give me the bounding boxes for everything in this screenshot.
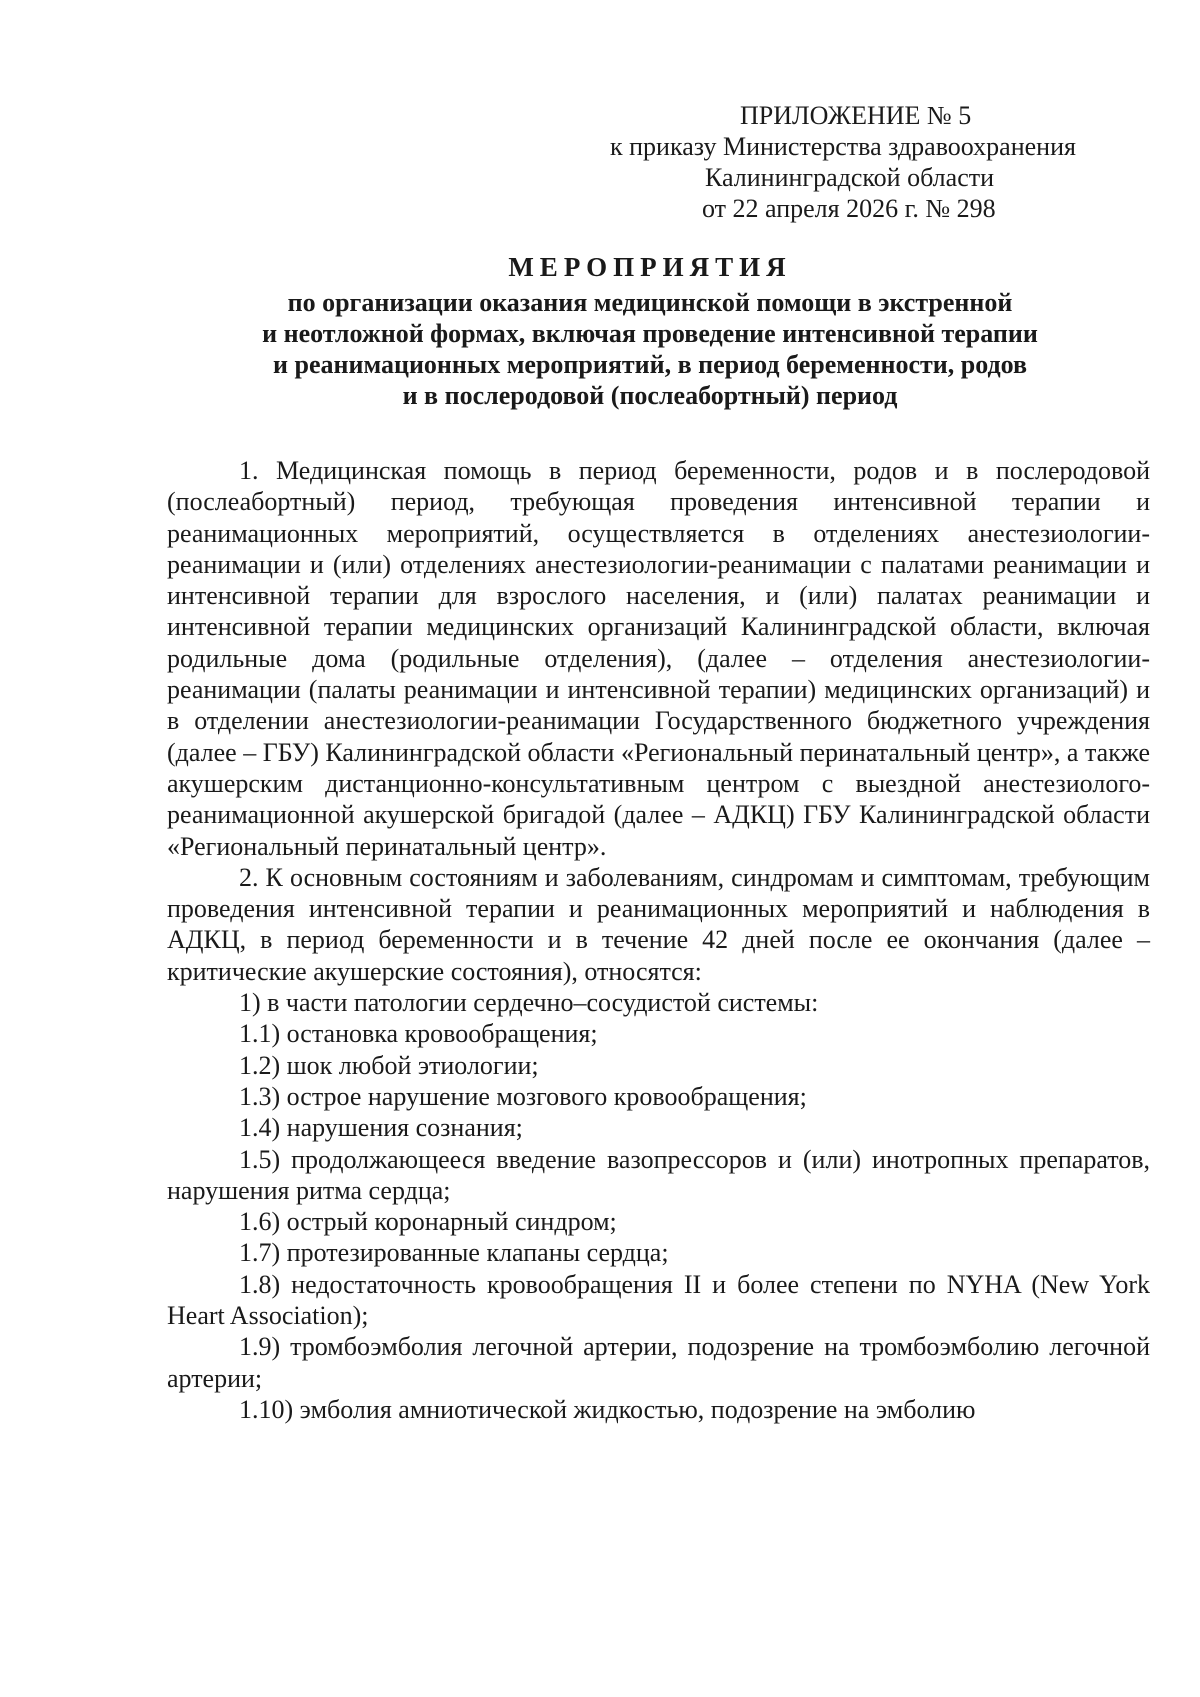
list-item: 1.1) остановка кровообращения; bbox=[239, 1019, 598, 1049]
paragraph-2: 2. К основным состояниям и заболеваниям, синдромам и симптомам, требующим проведения интенсивной терапии и реанимационных мероприятий и наблюдения в АДКЦ, в период беременности и в течение 42 дней после ее окончания (далее – критические акушерские состояния), относятся: bbox=[167, 862, 1150, 986]
list-item: 1.4) нарушения сознания; bbox=[239, 1113, 523, 1143]
document-title: МЕРОПРИЯТИЯ bbox=[508, 252, 792, 282]
list-item: 1.6) острый коронарный синдром; bbox=[239, 1207, 617, 1237]
list-item: 1.10) эмболия амниотической жидкостью, подозрение на эмболию bbox=[239, 1394, 976, 1424]
appendix-region: Калининградской области bbox=[705, 163, 995, 192]
document-subtitle-line: и неотложной формах, включая проведение интенсивной терапии bbox=[262, 319, 1038, 348]
document-title-block bbox=[160, 252, 1140, 411]
document-subtitle-line: и в послеродовой (послеабортный) период bbox=[402, 381, 898, 410]
list-item: 1.5) продолжающееся введение вазопрессоров и (или) инотропных препаратов, нарушения ритма сердца; bbox=[167, 1144, 1150, 1205]
list-item: 1) в части патологии сердечно–сосудистой системы: bbox=[239, 988, 819, 1018]
document-subtitle-line: по организации оказания медицинской помощи в экстренной bbox=[287, 288, 1013, 317]
paragraph-1: 1. Медицинская помощь в период беременности, родов и в послеродовой (послеабортный) период, требующая проведения интенсивной терапии и реанимационных мероприятий, осуществляется в отделениях анестезиологии-реанимации и (или) отделениях анестезиологии-реанимации с палатами реанимации и интенсивной терапии для взрослого населения, и (или) палатах реанимации и интенсивной терапии медицинских организаций Калининградской области, включая родильные дома (родильные отделения), (далее – отделения анестезиологии-реанимации (палаты реанимации и интенсивной терапии) медицинских организаций) и в отделении анестезиологии-реанимации Государственного бюджетного учреждения (далее – ГБУ) Калининградской области «Региональный перинатальный центр», а также акушерским дистанционно-консультативным центром с выездной анестезиолого-реанимационной акушерской бригадой (далее – АДКЦ) ГБУ Калининградской области «Региональный перинатальный центр». bbox=[167, 456, 1150, 861]
appendix-date-number: от 22 апреля 2026 г. № 298 bbox=[702, 194, 996, 223]
list-item: 1.8) недостаточность кровообращения II и более степени по NYHA (New York Heart Association); bbox=[167, 1269, 1150, 1331]
appendix-title: ПРИЛОЖЕНИЕ № 5 bbox=[740, 101, 972, 130]
list-item: 1.3) острое нарушение мозгового кровообращения; bbox=[239, 1081, 807, 1111]
appendix-order-reference: к приказу Министерства здравоохранения bbox=[610, 132, 1076, 161]
document-subtitle-line: и реанимационных мероприятий, в период беременности, родов bbox=[273, 350, 1027, 379]
list-item: 1.7) протезированные клапаны сердца; bbox=[239, 1238, 669, 1268]
list-item: 1.9) тромбоэмболия легочной артерии, подозрение на тромбоэмболию легочной артерии; bbox=[167, 1332, 1150, 1393]
document-body bbox=[167, 455, 1150, 1425]
appendix-header bbox=[610, 100, 1150, 224]
list-item: 1.2) шок любой этиологии; bbox=[239, 1050, 539, 1080]
